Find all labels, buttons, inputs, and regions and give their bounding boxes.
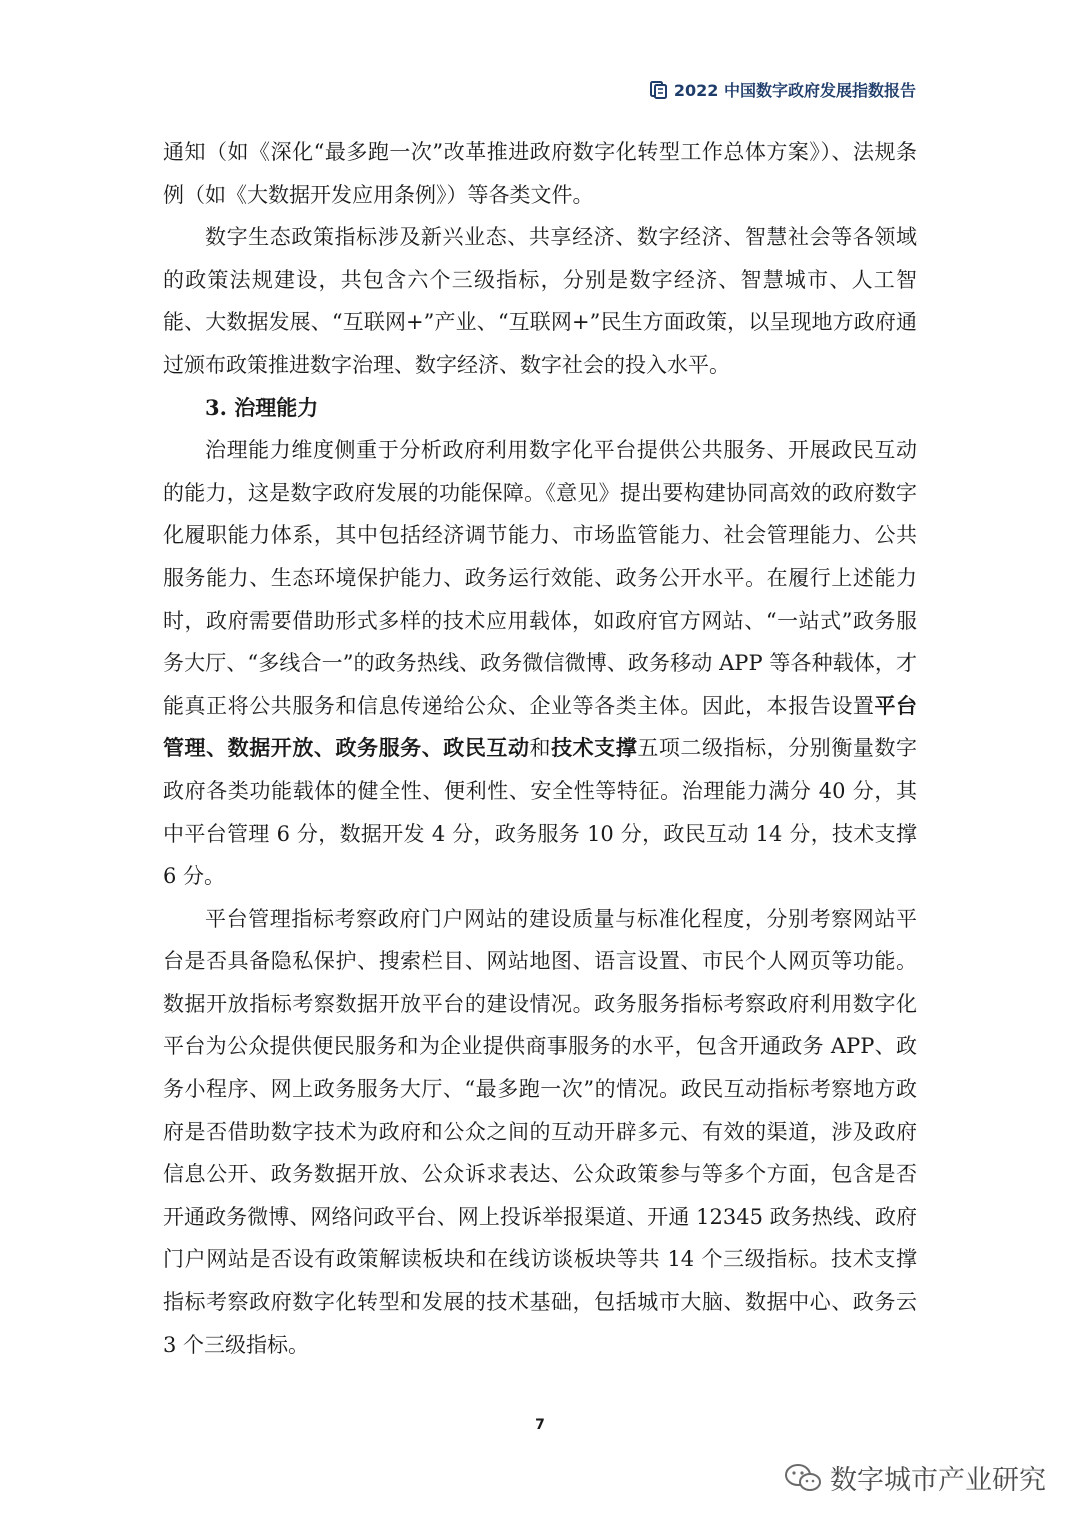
watermark [784, 1458, 1046, 1497]
page-number: 7 [535, 1417, 545, 1433]
header-title: 2022 中国数字政府发展指数报告 [673, 81, 916, 100]
report-logo-icon [650, 81, 668, 99]
wechat-icon [784, 1462, 822, 1494]
bold-indicator-tech: 技术支撑 [551, 735, 638, 761]
paragraph-text: 五项二级指标，分别衡量数字政府各类功能载体的健全性、便利性、安全性等特征。治理能力满分 40 分，其中平台管理 6 分，数据开发 4 分，政务服务 10 分，政民互动 14 分，技术支撑 6 分。 [163, 736, 918, 889]
paragraph-text: 治理能力维度侧重于分析政府利用数字化平台提供公共服务、开展政民互动的能力，这是数字政府发展的功能保障。《意见》提出要构建协同高效的政府数字化履职能力体系，其中包括经济调节能力、市场监管能力、社会管理能力、公共服务能力、生态环境保护能力、政务运行效能、政务公开水平。在履行上述能力时，政府需要借助形式多样的技术应用载体，如政府官方网站、“一站式”政务服务大厅、“多线合一”的政务热线、政务微信微博、政务移动 APP 等各种载体，才能真正将公共服务和信息传递给公众、企业等各类主体。因此，本报告设置 [163, 438, 917, 718]
document-body [163, 131, 917, 1366]
page-header [650, 78, 916, 101]
section-heading: 3. 治理能力 [205, 394, 319, 420]
watermark-text: 数字城市产业研究 [830, 1465, 1046, 1496]
paragraph-digital-ecology: 数字生态政策指标涉及新兴业态、共享经济、数字经济、智慧社会等各领域的政策法规建设，共包含六个三级指标，分别是数字经济、智慧城市、人工智能、大数据发展、“互联网+”产业、“互联网+”民生方面政策，以呈现地方政府通过颁布政策推进数字治理、数字经济、数字社会的投入水平。 [163, 225, 917, 377]
paragraph-continuation: 通知（如《深化“最多跑一次”改革推进政府数字化转型工作总体方案》）、法规条例（如《大数据开发应用条例》）等各类文件。 [163, 140, 917, 207]
bold-indicators: 平台管理、数据开放、政务服务、政民互动 [163, 692, 918, 761]
paragraph-platform-management: 平台管理指标考察政府门户网站的建设质量与标准化程度，分别考察网站平台是否具备隐私保护、搜索栏目、网站地图、语言设置、市民个人网页等功能。数据开放指标考察数据开放平台的建设情况。政务服务指标考察政府利用数字化平台为公众提供便民服务和为企业提供商事服务的水平，包含开通政务 APP、政务小程序、网上政务服务大厅、“最多跑一次”的情况。政民互动指标考察地方政府是否借助数字技术为政府和公众之间的互动开辟多元、有效的渠道，涉及政府信息公开、政务数据开放、公众诉求表达、公众政策参与等多个方面，包含是否开通政务微博、网络问政平台、网上投诉举报渠道、开通 12345 政务热线、政府门户网站是否设有政策解读板块和在线访谈板块等共 14 个三级指标。技术支撑指标考察政府数字化转型和发展的技术基础，包括城市大脑、数据中心、政务云 3 个三级指标。 [163, 906, 917, 1357]
paragraph-governance-capability [163, 429, 917, 898]
paragraph-text: 和 [529, 736, 552, 761]
